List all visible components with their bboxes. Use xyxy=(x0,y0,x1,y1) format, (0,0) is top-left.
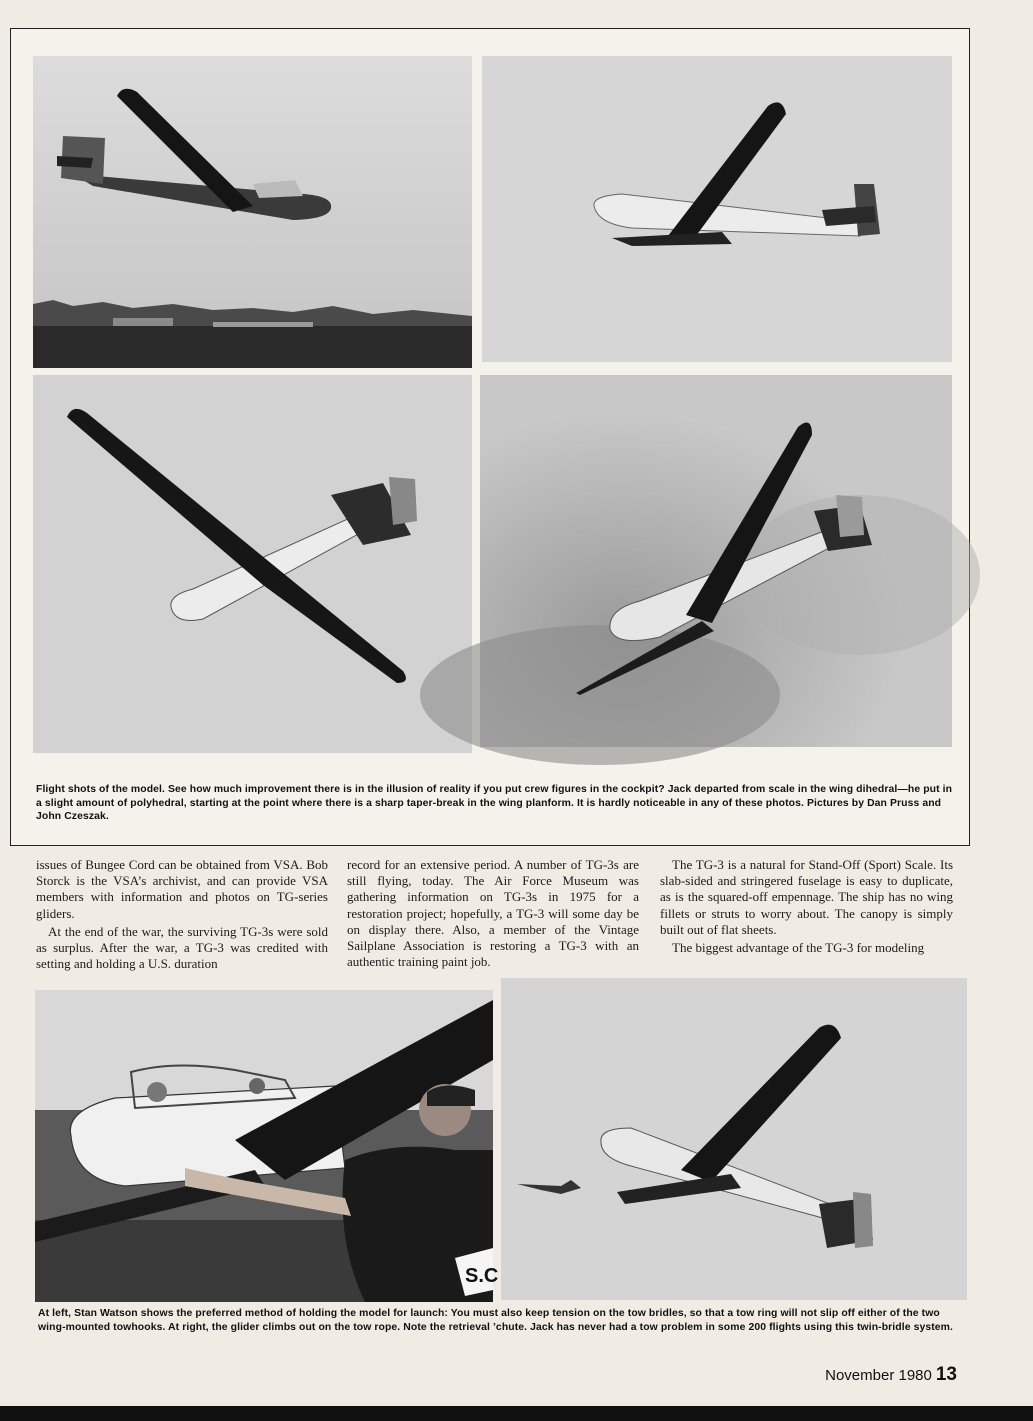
text-column-2 xyxy=(347,857,639,970)
photo-glider-climbing-clouds xyxy=(480,375,952,747)
text-column-1 xyxy=(36,857,328,972)
photo-launch-hold xyxy=(35,990,499,1302)
paragraph: At the end of the war, the surviving TG-3s were sold as surplus. After the war, a TG-3 was credited with setting and holding a U.S. duration xyxy=(36,923,328,972)
photo-glider-flying-right xyxy=(482,56,952,362)
photo-glider-flying-left xyxy=(33,56,472,368)
photo-glider-banking-left xyxy=(33,375,472,753)
svg-text:S.C: S.C xyxy=(465,1265,499,1287)
paragraph: The TG-3 is a natural for Stand-Off (Sport) Scale. Its slab-sided and stringered fuselage is easy to duplicate, as is the squared-off empennage. The ship has no wing fillets or struts to worry about. The canopy is simply built out of flat sheets. xyxy=(660,857,953,937)
paragraph: The biggest advantage of the TG-3 for modeling xyxy=(672,940,925,956)
photo-tow-climb xyxy=(501,978,967,1300)
top-photo-caption: Flight shots of the model. See how much improvement there is in the illusion of reality if you put crew figures in the cockpit? Jack departed from scale in the wing dihedral—he put in a slight amount of polyhedral, starting at the point where there is a sharp taper-break in the wing planform. It is hardly noticeable in any of these photos. Pictures by Dan Pruss and John Czeszak. xyxy=(36,784,953,822)
text-column-3 xyxy=(660,857,953,956)
issue-date: November 1980 xyxy=(825,1367,932,1384)
page-footer xyxy=(825,1364,957,1386)
page-bottom-edge xyxy=(0,1406,1033,1421)
bottom-photo-caption: At left, Stan Watson shows the preferred method of holding the model for launch: You must also keep tension on the tow bridles, so that a tow ring will not slip off either of the two wing-mounted towhooks. At right, the glider climbs out on the tow rope. Note the retrieval ’chute. Jack has never had a tow problem in some 200 flights using this twin-bridle system. xyxy=(38,1308,953,1333)
paragraph: issues of Bungee Cord can be obtained from VSA. Bob Storck is the VSA’s archivist, and can provide VSA members with information and photos on TG-series gliders. xyxy=(36,857,328,921)
page-number: 13 xyxy=(935,1364,957,1385)
paragraph: record for an extensive period. A number of TG-3s are still flying, today. The Air Force Museum was gathering information on TG-3s in 1975 for a restoration project; hopefully, a TG-3 will some day be on display there. Also, a member of the Vintage Sailplane Association is restoring a TG-3 with an authentic training paint job. xyxy=(347,857,639,970)
